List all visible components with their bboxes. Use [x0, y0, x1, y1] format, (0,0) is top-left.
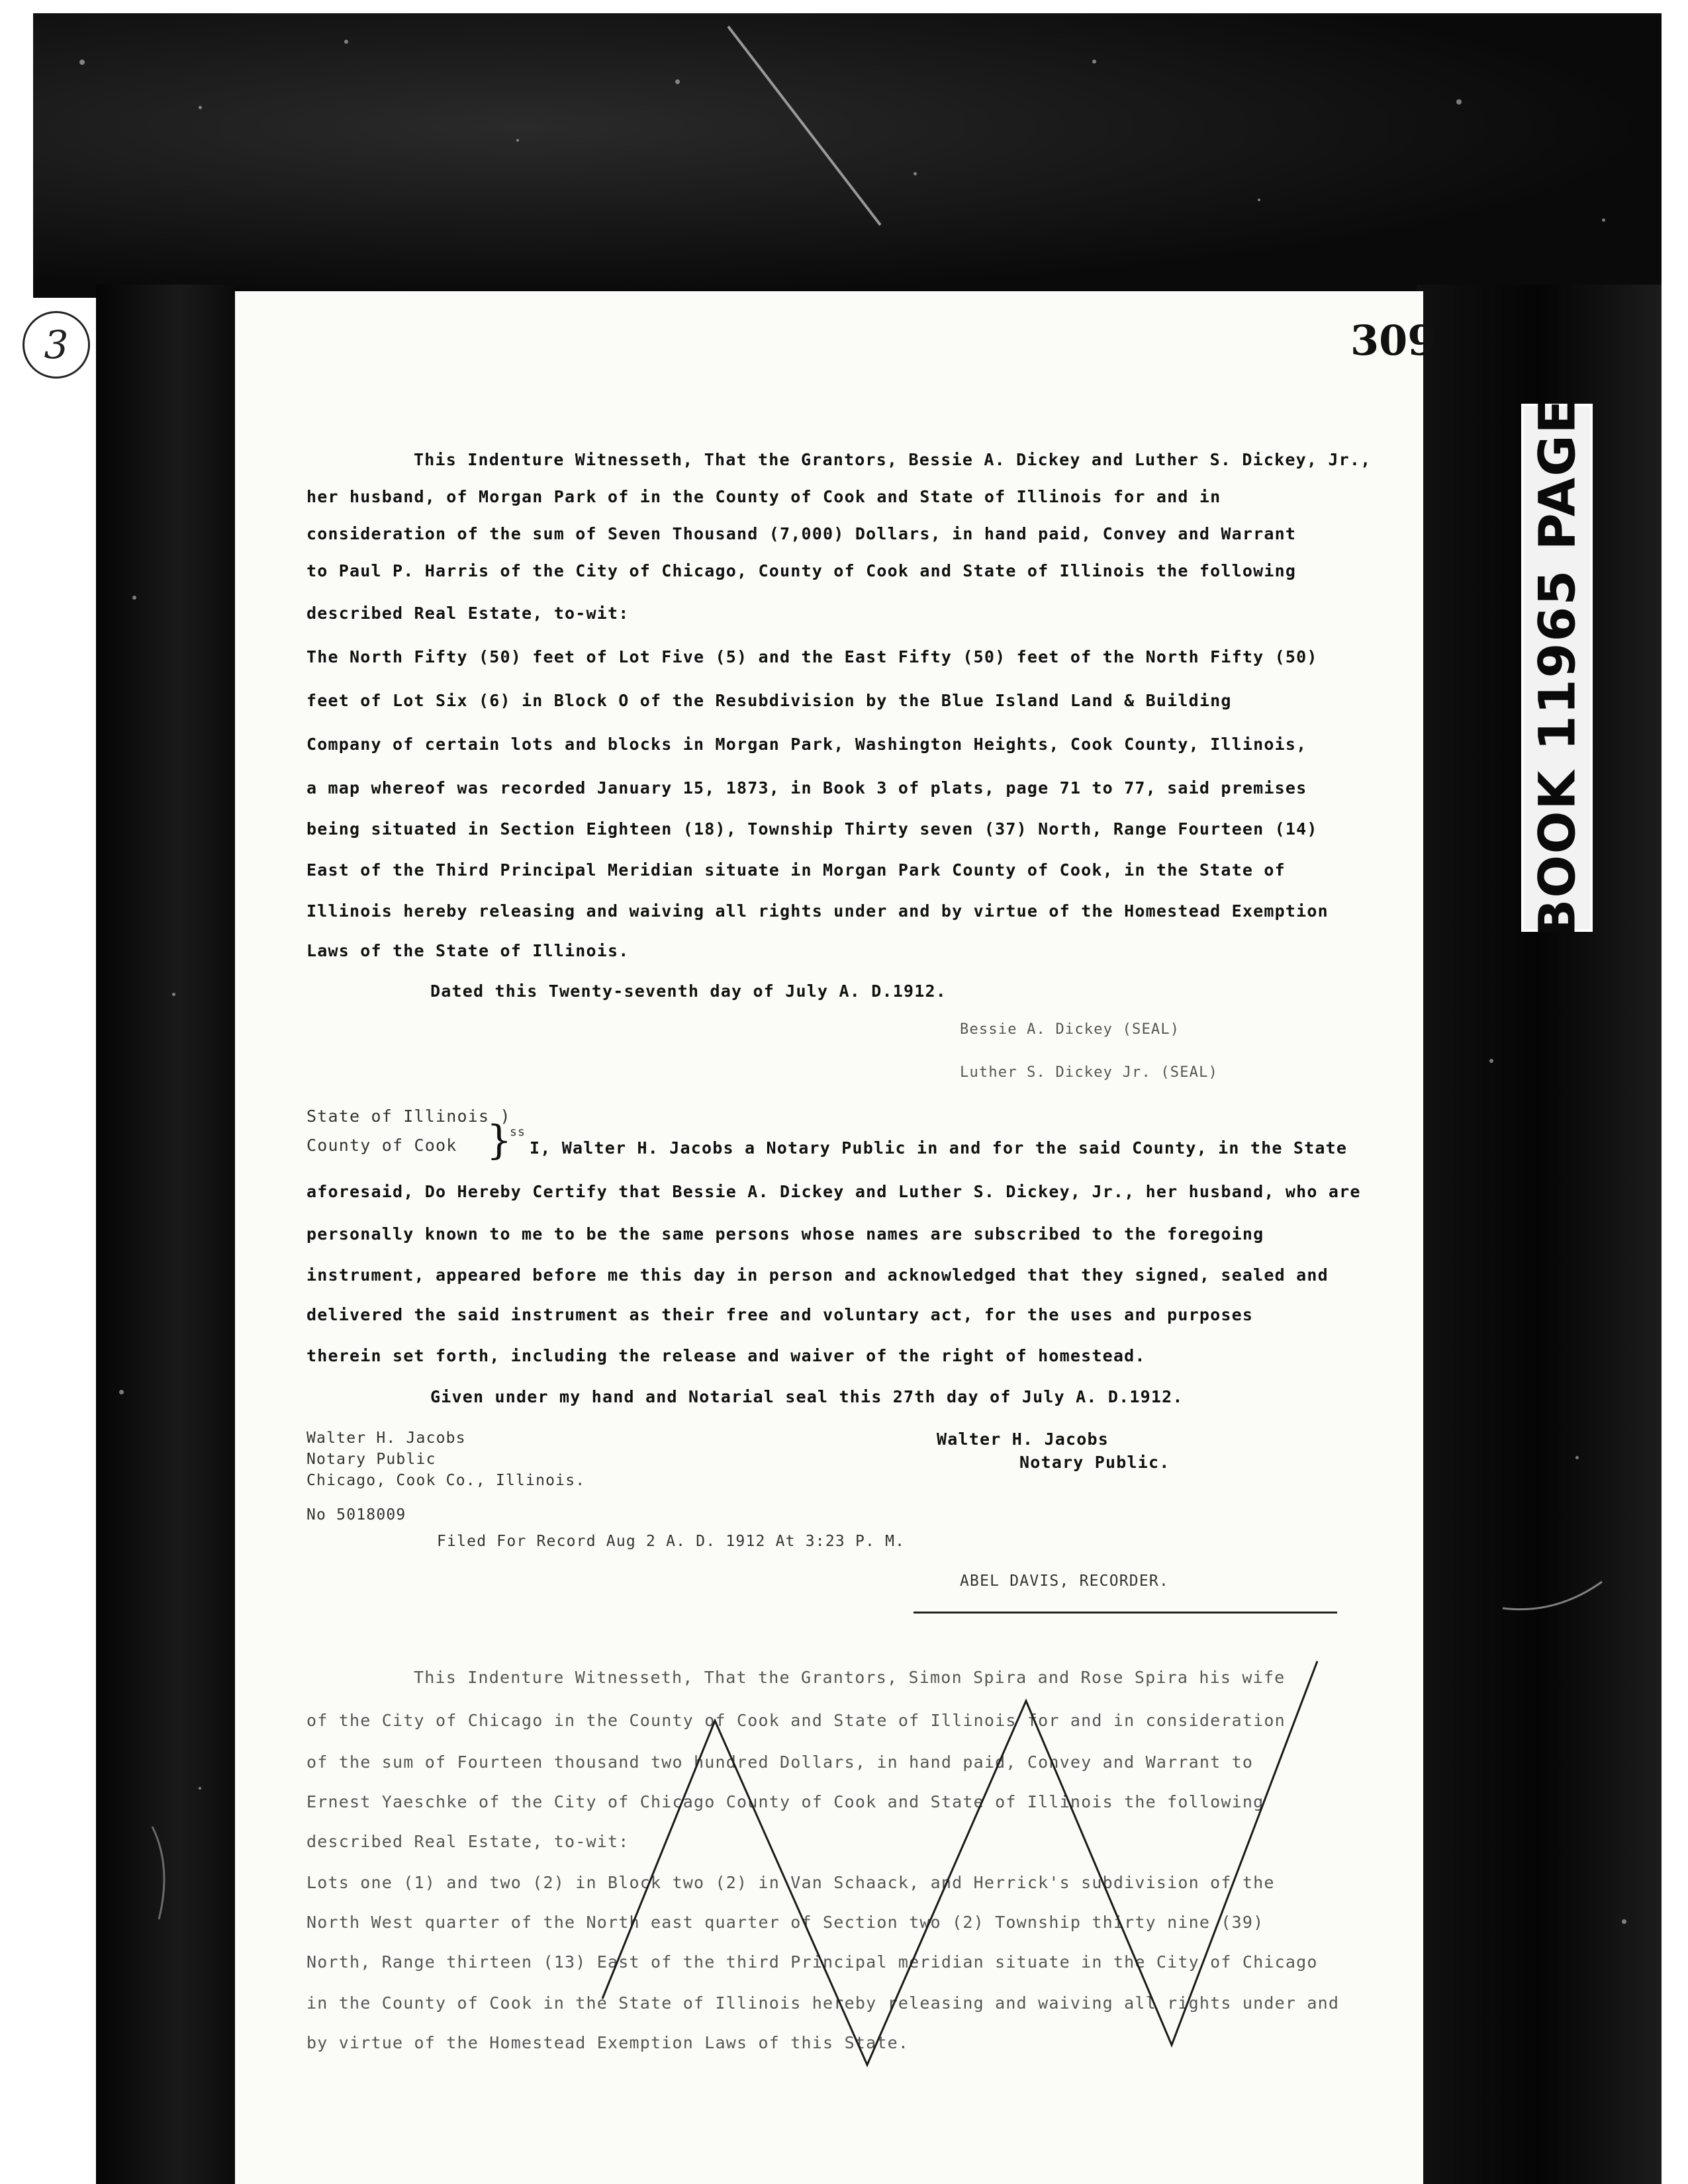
deed-line: by virtue of the Homestead Exemption Laws of this State. — [306, 2033, 910, 2052]
deed-line: described Real Estate, to-wit: — [306, 1832, 630, 1851]
book-page-stamp: BOOK 11965 PAGE — [1521, 404, 1593, 932]
deed-line: North West quarter of the North east quarter of Section two (2) Township thirty nine (39) — [306, 1913, 1264, 1932]
deed-line: This Indenture Witnesseth, That the Grantors, Bessie A. Dickey and Luther S. Dickey, Jr., — [414, 450, 1372, 469]
deed-line: of the sum of Fourteen thousand two hundred Dollars, in hand paid, Convey and Warrant to — [306, 1752, 1254, 1772]
venue-ss: ss — [510, 1125, 526, 1139]
deed-line: a map whereof was recorded January 15, 1873, in Book 3 of plats, page 71 to 77, said premises — [306, 778, 1307, 797]
deed-line: Company of certain lots and blocks in Morgan Park, Washington Heights, Cook County, Illinois, — [306, 735, 1307, 754]
deed-line: feet of Lot Six (6) in Block O of the Resubdivision by the Blue Island Land & Building — [306, 691, 1232, 710]
deed-dated: Dated this Twenty-seventh day of July A. D.1912. — [430, 981, 947, 1001]
deed-line: her husband, of Morgan Park of in the County of Cook and State of Illinois for and in — [306, 487, 1221, 506]
notary-seal-line: Notary Public — [306, 1451, 436, 1468]
signature-line: Bessie A. Dickey (SEAL) — [960, 1021, 1180, 1038]
recorder-name: ABEL DAVIS, RECORDER. — [960, 1572, 1169, 1590]
deed-line: North, Range thirteen (13) East of the third Principal meridian situate in the City of Chicago — [306, 1952, 1318, 1972]
notary-seal-line: Walter H. Jacobs — [306, 1430, 466, 1447]
ack-line: delivered the said instrument as their free and voluntary act, for the uses and purposes — [306, 1305, 1254, 1324]
page-number: 309 — [1350, 316, 1436, 365]
ack-line: personally known to me to be the same persons whose names are subscribed to the foregoing — [306, 1224, 1264, 1244]
filed-for-record: Filed For Record Aug 2 A. D. 1912 At 3:23 P. M. — [437, 1533, 906, 1550]
deed-line: This Indenture Witnesseth, That the Grantors, Simon Spira and Rose Spira his wife — [414, 1668, 1286, 1687]
venue-state: State of Illinois ) — [306, 1107, 511, 1126]
notary-seal-line: Chicago, Cook Co., Illinois. — [306, 1472, 586, 1489]
deed-line: The North Fifty (50) feet of Lot Five (5) and the East Fifty (50) feet of the North Fifty (50) — [306, 647, 1318, 666]
deed-line: described Real Estate, to-wit: — [306, 604, 630, 623]
notary-signature-line: Notary Public. — [1019, 1453, 1170, 1472]
deed-line: in the County of Cook in the State of Illinois hereby releasing and waiving all rights under and — [306, 1993, 1340, 2013]
ack-line: instrument, appeared before me this day in person and acknowledged that they signed, sealed and — [306, 1265, 1329, 1285]
ack-given: Given under my hand and Notarial seal this 27th day of July A. D.1912. — [430, 1387, 1184, 1406]
deed-line: Illinois hereby releasing and waiving all rights under and by virtue of the Homestead Exemption — [306, 901, 1329, 921]
document-number: No 5018009 — [306, 1506, 406, 1524]
venue-brace: } — [487, 1117, 512, 1163]
notary-signature-line: Walter H. Jacobs — [937, 1430, 1109, 1449]
venue-county: County of Cook — [306, 1136, 457, 1155]
deed-line: to Paul P. Harris of the City of Chicago, County of Cook and State of Illinois the following — [306, 561, 1297, 580]
deed-line: East of the Third Principal Meridian situate in Morgan Park County of Cook, in the State of — [306, 860, 1286, 880]
ack-line: I, Walter H. Jacobs a Notary Public in and for the said County, in the State — [530, 1138, 1348, 1158]
margin-circled-number: 3 — [23, 311, 90, 379]
deed-line: consideration of the sum of Seven Thousand (7,000) Dollars, in hand paid, Convey and Warrant — [306, 524, 1297, 543]
deed-line: Laws of the State of Illinois. — [306, 941, 630, 960]
deed-line: Lots one (1) and two (2) in Block two (2) in Van Schaack, and Herrick's subdivision of the — [306, 1873, 1275, 1892]
deed-line: being situated in Section Eighteen (18), Township Thirty seven (37) North, Range Fourteen (14) — [306, 819, 1318, 839]
deed-line: Ernest Yaeschke of the City of Chicago County of Cook and State of Illinois the following — [306, 1792, 1264, 1811]
signature-line: Luther S. Dickey Jr. (SEAL) — [960, 1064, 1219, 1081]
ack-line: aforesaid, Do Hereby Certify that Bessie A. Dickey and Luther S. Dickey, Jr., her husband, who are — [306, 1182, 1361, 1201]
ack-line: therein set forth, including the release and waiver of the right of homestead. — [306, 1346, 1146, 1365]
deed-line: of the City of Chicago in the County of Cook and State of Illinois for and in consideration — [306, 1711, 1286, 1730]
